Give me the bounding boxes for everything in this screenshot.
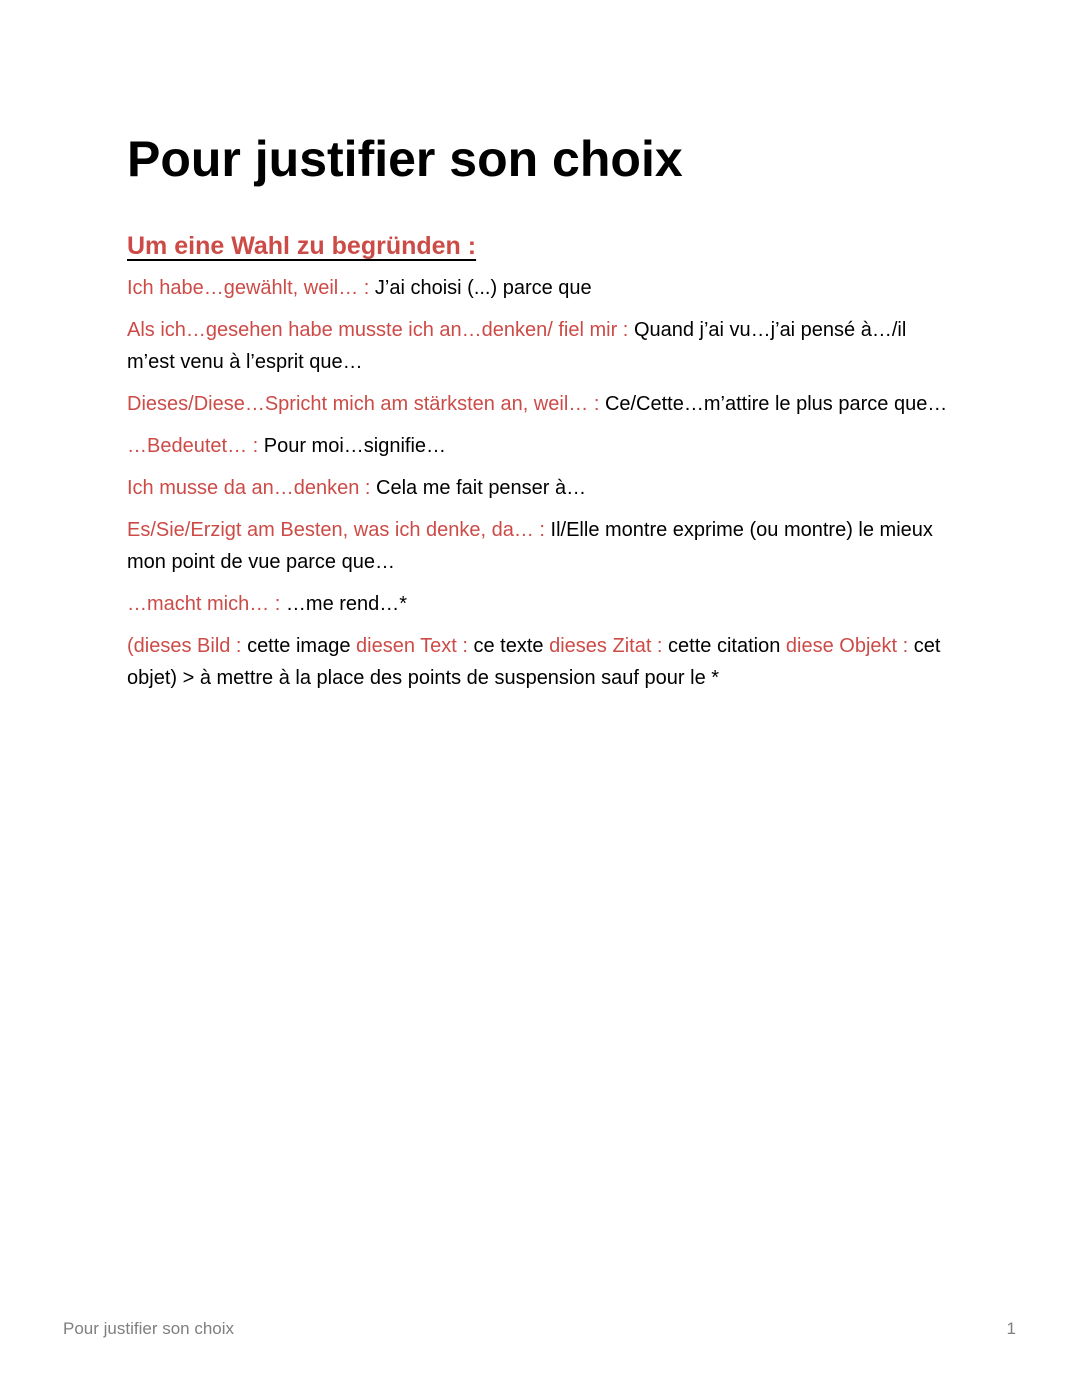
phrase-item [127, 472, 957, 504]
french-word: cet objet) > à mettre à la place des points de suspension sauf pour le * [127, 635, 941, 689]
phrase-item [127, 514, 957, 578]
french-translation: …me rend…* [285, 593, 408, 615]
section-heading [127, 230, 476, 262]
french-word: cette image [247, 635, 357, 657]
page-number: 1 [1006, 1319, 1016, 1338]
german-word: dieses Zitat : [549, 635, 669, 657]
footer-title: Pour justifier son choix [63, 1319, 235, 1338]
note-item [127, 630, 957, 694]
german-word: diese Objekt : [785, 635, 914, 657]
french-translation: J’ai choisi (...) parce que [374, 277, 592, 299]
french-word: ce texte [473, 635, 550, 657]
german-phrase: Ich habe…gewählt, weil… : [127, 277, 375, 299]
french-translation: Il/Elle montre exprime (ou montre) le mieux mon point de vue parce que… [127, 519, 933, 573]
german-word: (dieses Bild : [127, 635, 248, 657]
page-title: Pour justifier son choix [127, 131, 683, 187]
german-phrase: Als ich…gesehen habe musste ich an…denken/ fiel mir : [127, 319, 634, 341]
french-translation: Pour moi…signifie… [263, 435, 447, 457]
german-phrase: …macht mich… : [127, 593, 286, 615]
phrase-item [127, 272, 957, 304]
phrase-item [127, 588, 957, 620]
german-word: diesen Text : [356, 635, 474, 657]
french-translation: Quand j’ai vu…j’ai pensé à…/il m’est venu à l’esprit que… [127, 319, 907, 373]
phrase-item [127, 430, 957, 462]
german-phrase: Es/Sie/Erzigt am Besten, was ich denke, da… : [127, 519, 551, 541]
phrase-item [127, 314, 957, 378]
french-word: cette citation [668, 635, 786, 657]
german-phrase: Ich musse da an…denken : [127, 477, 377, 499]
german-phrase: Dieses/Diese…Spricht mich am stärksten an, weil… : [127, 393, 605, 415]
section-heading-text: Um eine Wahl zu begründen : [127, 232, 477, 260]
french-translation: Cela me fait penser à… [376, 477, 587, 499]
german-phrase: …Bedeutet… : [127, 435, 264, 457]
french-translation: Ce/Cette…m’attire le plus parce que… [604, 393, 948, 415]
phrase-item [127, 388, 957, 420]
phrase-list [127, 272, 957, 704]
